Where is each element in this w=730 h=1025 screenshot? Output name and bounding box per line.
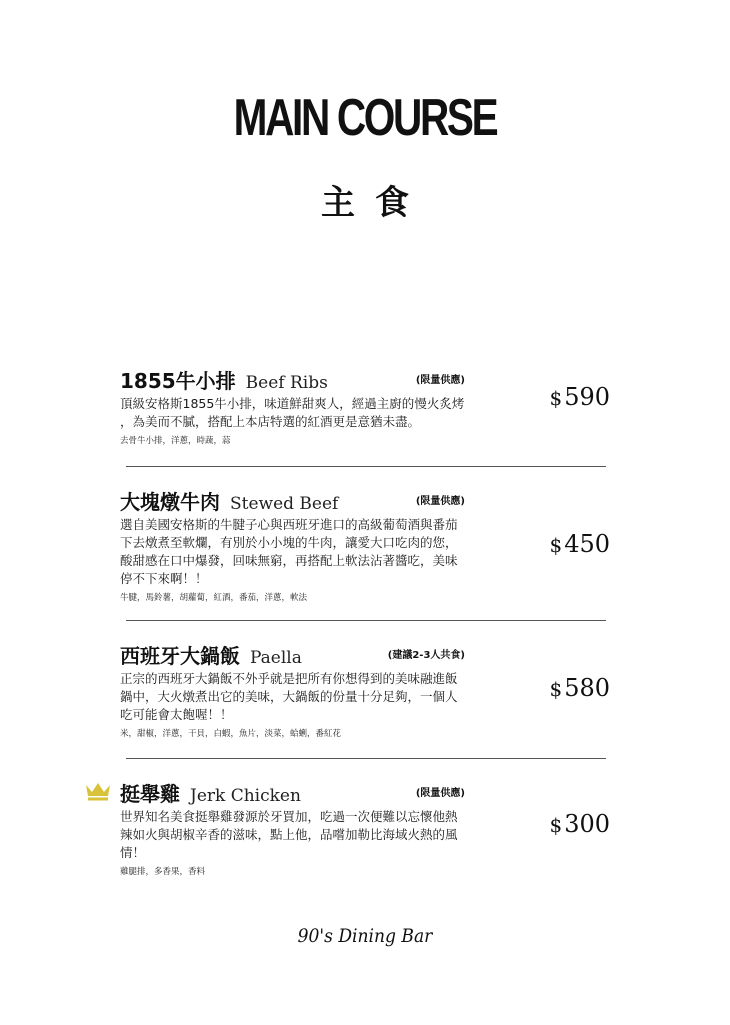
desc-line: 頂級安格斯1855牛小排，味道鮮甜爽人，經過主廚的慢火炙烤 (120, 396, 465, 411)
desc-line: 下去燉煮至軟爛，有別於小小塊的牛肉，讓愛大口吃肉的您， (120, 535, 458, 550)
item-price (549, 530, 610, 558)
item-ingredients: 去骨牛小排，洋蔥，時蔬，蒜 (120, 436, 231, 446)
price-symbol: $ (549, 533, 563, 557)
desc-line: 辣如火與胡椒辛香的滋味，點上他，品嚐加勒比海域火熱的風 (120, 827, 458, 842)
desc-line: 停不下來啊！！ (120, 571, 208, 586)
item-description (120, 516, 470, 588)
item-price (549, 674, 610, 702)
item-name-en: Jerk Chicken (190, 786, 301, 806)
item-ingredients: 雞腿排，多香果，香料 (120, 867, 206, 877)
item-price (549, 383, 610, 411)
item-ingredients: 米，甜椒，洋蔥，干貝，白蝦，魚片，淡菜，蛤蜊，番紅花 (120, 729, 342, 739)
page-title-en: MAIN COURSE (233, 89, 497, 147)
item-note: (限量供應) (415, 375, 465, 386)
item-price (549, 810, 610, 838)
menu-item-jerk-chicken (120, 778, 610, 877)
desc-line: 選自美國安格斯的牛腱子心與西班牙進口的高級葡萄酒與番茄 (120, 517, 458, 532)
item-ingredients: 牛腱，馬鈴薯，胡蘿蔔，紅酒，番茄，洋蔥，軟法 (120, 593, 308, 603)
menu-item-beef-ribs (120, 365, 610, 446)
desc-line: 情！ (120, 845, 146, 860)
price-symbol: $ (549, 813, 563, 837)
item-description (120, 395, 470, 431)
desc-line: 正宗的西班牙大鍋飯不外乎就是把所有你想得到的美味融進飯 (120, 671, 458, 686)
price-value: 580 (564, 674, 610, 702)
divider (126, 466, 606, 467)
item-note: (限量供應) (415, 496, 465, 507)
item-name-en: Paella (250, 648, 302, 668)
item-description (120, 670, 470, 724)
price-symbol: $ (549, 677, 563, 701)
item-name-en: Beef Ribs (245, 373, 328, 393)
item-description (120, 808, 470, 862)
price-symbol: $ (549, 386, 563, 410)
item-name-zh: 西班牙大鍋飯 (120, 644, 240, 668)
page-title-zh: 主食 (321, 183, 429, 223)
item-name-zh: 大塊燉牛肉 (120, 490, 220, 514)
desc-line: 世界知名美食挺舉雞發源於牙買加，吃過一次便難以忘懷他熱 (120, 809, 458, 824)
price-value: 450 (564, 530, 610, 558)
price-value: 590 (564, 383, 610, 411)
price-value: 300 (564, 810, 610, 838)
menu-item-paella (120, 640, 610, 739)
desc-line: 酸甜感在口中爆發，回味無窮，再搭配上軟法沾著醬吃，美味 (120, 553, 458, 568)
menu-item-stewed-beef (120, 486, 610, 603)
desc-line: 吃可能會太飽喔！！ (120, 707, 233, 722)
divider (126, 620, 606, 621)
item-note: (限量供應) (415, 788, 465, 799)
item-name-zh: 1855牛小排 (120, 369, 236, 393)
divider (126, 758, 606, 759)
desc-line: 鍋中，大火燉煮出它的美味，大鍋飯的份量十分足夠，一個人 (120, 689, 458, 704)
desc-line: ，為美而不膩，搭配上本店特選的紅酒更是意猶未盡。 (120, 414, 421, 429)
item-name-en: Stewed Beef (230, 494, 339, 514)
footer-brand: 90's Dining Bar (297, 925, 433, 947)
crown-icon (85, 781, 111, 801)
item-note: (建議2-3人共食) (387, 650, 465, 661)
item-name-zh: 挺舉雞 (120, 782, 180, 806)
